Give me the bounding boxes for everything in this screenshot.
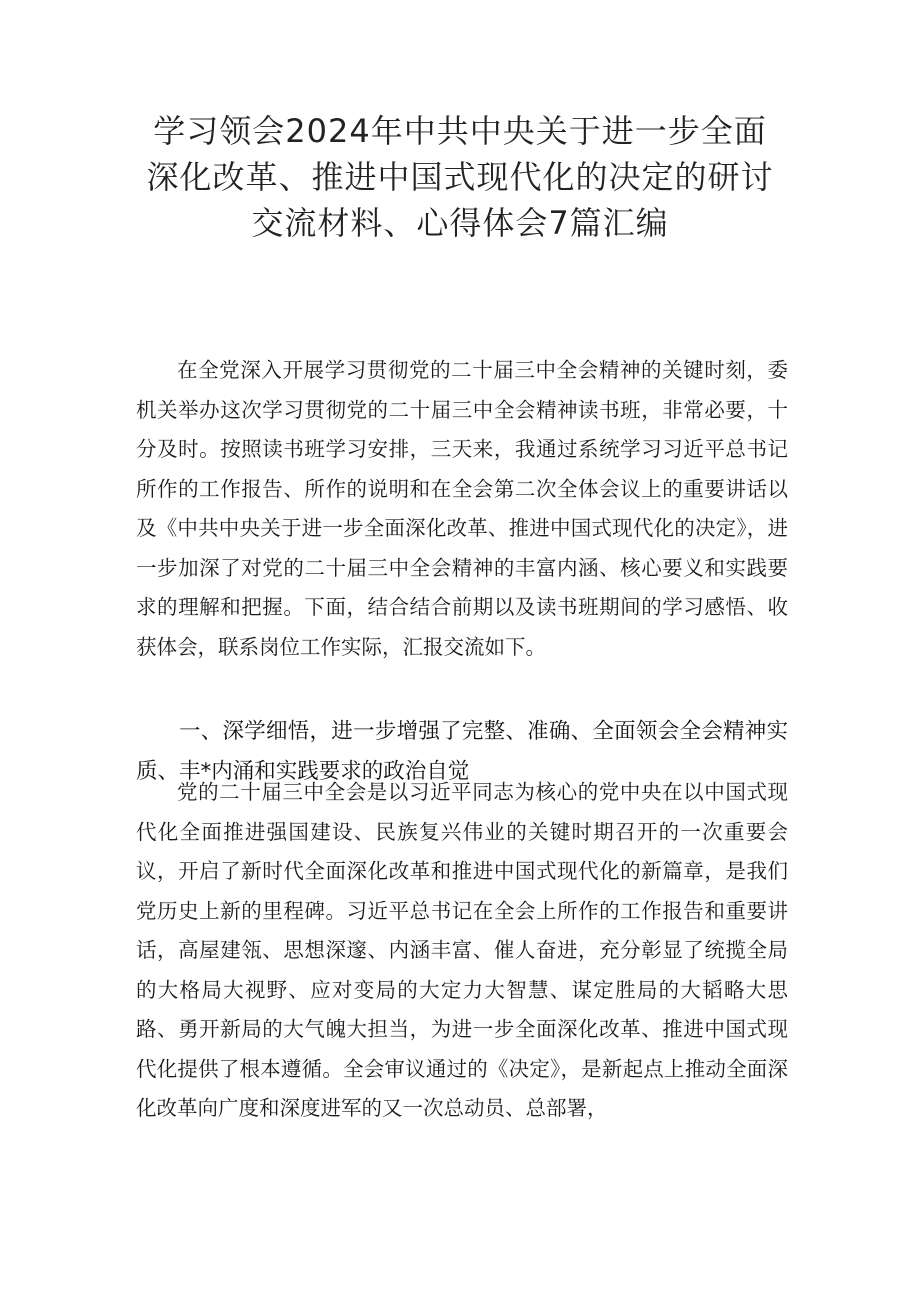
body-paragraph: 党的二十届三中全会是以习近平同志为核心的党中央在以中国式现代化全面推进强国建设、民族复兴伟业的关键时期召开的一次重要会议，开启了新时代全面深化改革和推进中国式现代化的新篇章，是我们党历史上新的里程碑。习近平总书记在全会上所作的工作报告和重要讲话，高屋建瓴、思想深邃、内涵丰富、催人奋进，充分彰显了统揽全局的大格局大视野、应对变局的大定力大智慧、谋定胜局的大韬略大思路、勇开新局的大气魄大担当，为进一步全面深化改革、推进中国式现代化提供了根本遵循。全会审议通过的《决定》，是新起点上推动全面深化改革向广度和深度进军的又一次总动员、总部署，: [136, 780, 788, 1120]
intro-paragraph: 在全党深入开展学习贯彻党的二十届三中全会精神的关键时刻，委机关举办这次学习贯彻党的二十届三中全会精神读书班，非常必要，十分及时。按照读书班学习安排，三天来，我通过系统学习习近平总书记所作的工作报告、所作的说明和在全会第二次全体会议上的重要讲话以及《中共中央关于进一步全面深化改革、推进中国式现代化的决定》，进一步加深了对党的二十届三中全会精神的丰富内涵、核心要义和实践要求的理解和把握。下面，结合结合前期以及读书班期间的学习感悟、收获体会，联系岗位工作实际，汇报交流如下。: [136, 358, 788, 659]
document-title: [120, 108, 800, 246]
title-line-3: 交流材料、心得体会7篇汇编: [251, 204, 669, 242]
title-line-1: 学习领会2024年中共中央关于进一步全面: [153, 112, 767, 150]
section-heading: 一、深学细悟，进一步增强了完整、准确、全面领会全会精神实质、丰*内涌和实践要求的政治自觉: [136, 719, 788, 784]
title-line-2: 深化改革、推进中国式现代化的决定的研讨: [146, 158, 774, 196]
